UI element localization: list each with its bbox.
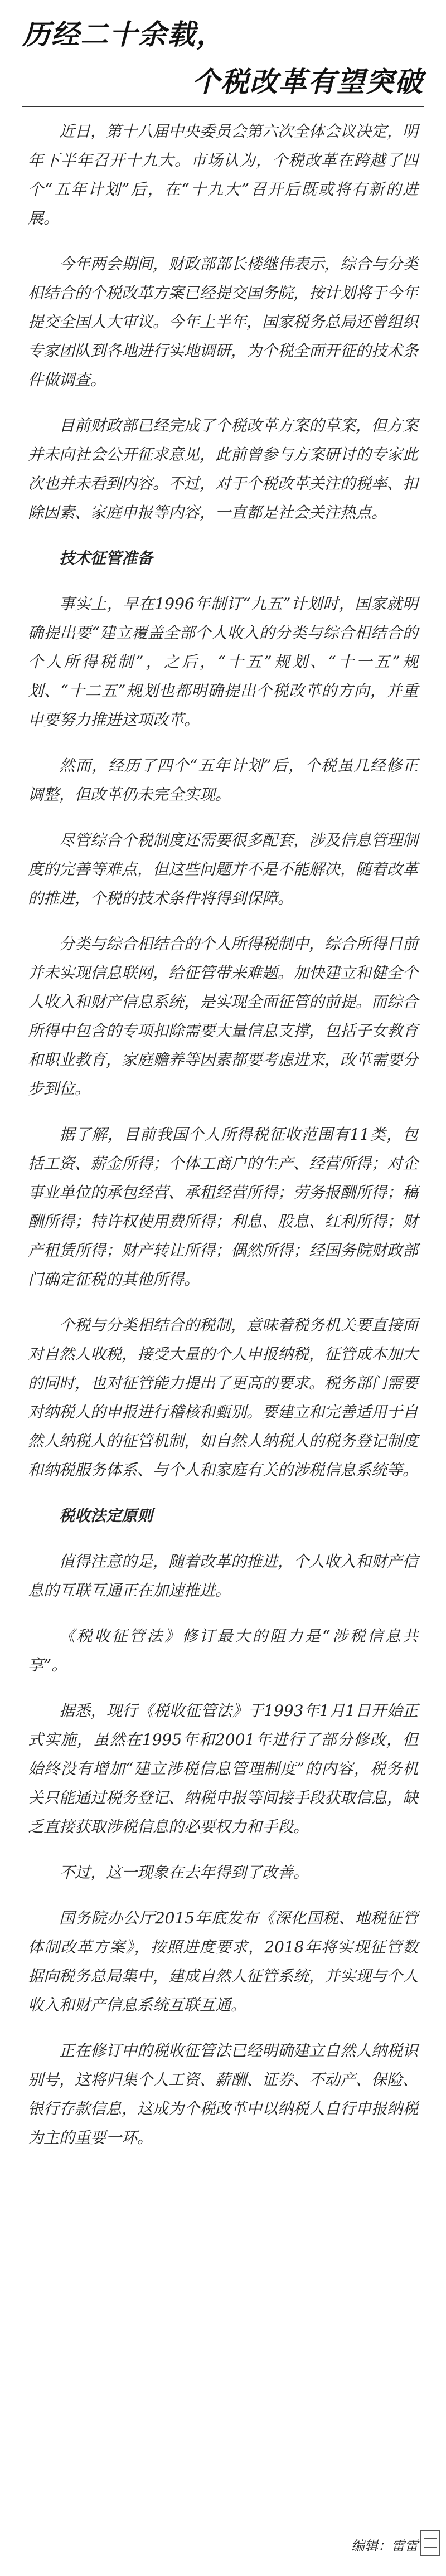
seal-stamp-icon [420, 2530, 440, 2556]
title-divider [22, 106, 424, 107]
section1-paragraph-1: 事实上，早在1996年制订“九五”计划时，国家就明确提出要“建立覆盖全部个人收入的分类与综合相结合的个人所得税制”，之后，“十五”规划、“十一五”规划、“十二五”规划也都明确提出个税改革的方向，并重申要努力推进这项改革。 [28, 595, 418, 729]
section2-paragraph-2: 《税收征管法》修订最大的阻力是“涉税信息共享”。 [28, 1627, 418, 1674]
section-heading-tax-law: 税收法定原则 [59, 1506, 153, 1525]
section-heading-tech: 技术征管准备 [59, 549, 153, 567]
section2-paragraph-6: 正在修订中的税收征管法已经明确建立自然人纳税识别号，这将归集个人工资、薪酬、证券、不动产、保险、银行存款信息，这成为个税改革中以纳税人自行申报纳税为主的重要一环。 [28, 2042, 419, 2147]
section1-paragraph-6: 个税与分类相结合的税制，意味着税务机关要直接面对自然人收税，接受大量的个人申报纳税，征管成本加大的同时，也对征管能力提出了更高的要求。税务部门需要对纳税人的申报进行稽核和甄别。要建立和完善适用于自然人纳税人的征管机制，如自然人纳税人的税务登记制度和纳税服务体系、与个人和家庭有关的涉税信息系统等。 [28, 1316, 419, 1479]
section2-paragraph-3: 据悉，现行《税收征管法》于1993年1月1日开始正式实施，虽然在1995年和2001年进行了部分修改，但始终没有增加“建立涉税信息管理制度”的内容，税务机关只能通过税务登记、纳税申报等间接手段获取信息，缺乏直接获取涉税信息的必要权力和手段。 [28, 1702, 419, 1836]
section2-paragraph-4: 不过，这一现象在去年得到了改善。 [59, 1863, 309, 1882]
title-block [22, 7, 424, 107]
section1-paragraph-3: 尽管综合个税制度还需要很多配套，涉及信息管理制度的完善等难点，但这些问题并不是不能解决，随着改革的推进，个税的技术条件将得到保障。 [28, 831, 419, 907]
title-line-2: 个税改革有望突破 [192, 65, 424, 98]
section1-paragraph-2: 然而，经历了四个“五年计划”后，个税虽几经修正调整，但改革仍未完全实现。 [28, 756, 418, 804]
intro-paragraph-1: 近日，第十八届中央委员会第六次全体会议决定，明年下半年召开十九大。市场认为，个税改革在跨越了四个“五年计划”后，在“十九大”召开后既或将有新的进展。 [28, 122, 419, 227]
section1-paragraph-4: 分类与综合相结合的个人所得税制中，综合所得目前并未实现信息联网，给征管带来难题。加快建立和健全个人收入和财产信息系统，是实现全面征管的前提。而综合所得中包含的专项扣除需要大量信息支撑，包括子女教育和职业教育，家庭赡养等因素都要考虑进来，改革需要分步到位。 [28, 935, 419, 1098]
article-body [28, 117, 418, 2169]
section2-paragraph-5: 国务院办公厅2015年底发布《深化国税、地税征管体制改革方案》，按照进度要求，2018年将实现征管数据向税务总局集中，建成自然人征管系统，并实现与个人收入和财产信息系统互联互通。 [28, 1909, 419, 2014]
title-line-1: 历经二十余载， [22, 18, 225, 51]
section2-paragraph-1: 值得注意的是，随着改革的推进，个人收入和财产信息的互联互通正在加速推进。 [28, 1552, 419, 1600]
editor-credit: 编辑：雷雷 [351, 2538, 418, 2554]
intro-paragraph-2: 今年两会期间，财政部部长楼继伟表示，综合与分类相结合的个税改革方案已经提交国务院，按计划将于今年提交全国人大审议。今年上半年，国家税务总局还曾组织专家团队到各地进行实地调研，为个税全面开征的技术条件做调查。 [28, 255, 419, 389]
intro-paragraph-3: 目前财政部已经完成了个税改革方案的草案，但方案并未向社会公开征求意见，此前曾参与方案研讨的专家此次也并未看到内容。不过，对于个税改革关注的税率、扣除因素、家庭申报等内容，一直都是社会关注热点。 [28, 416, 419, 522]
section1-paragraph-5: 据了解，目前我国个人所得税征收范围有11类，包括工资、薪金所得；个体工商户的生产、经营所得；对企事业单位的承包经营、承租经营所得；劳务报酬所得；稿酬所得；特许权使用费所得；利息、股息、红利所得；财产租赁所得；财产转让所得；偶然所得；经国务院财政部门确定征税的其他所得。 [28, 1125, 419, 1289]
